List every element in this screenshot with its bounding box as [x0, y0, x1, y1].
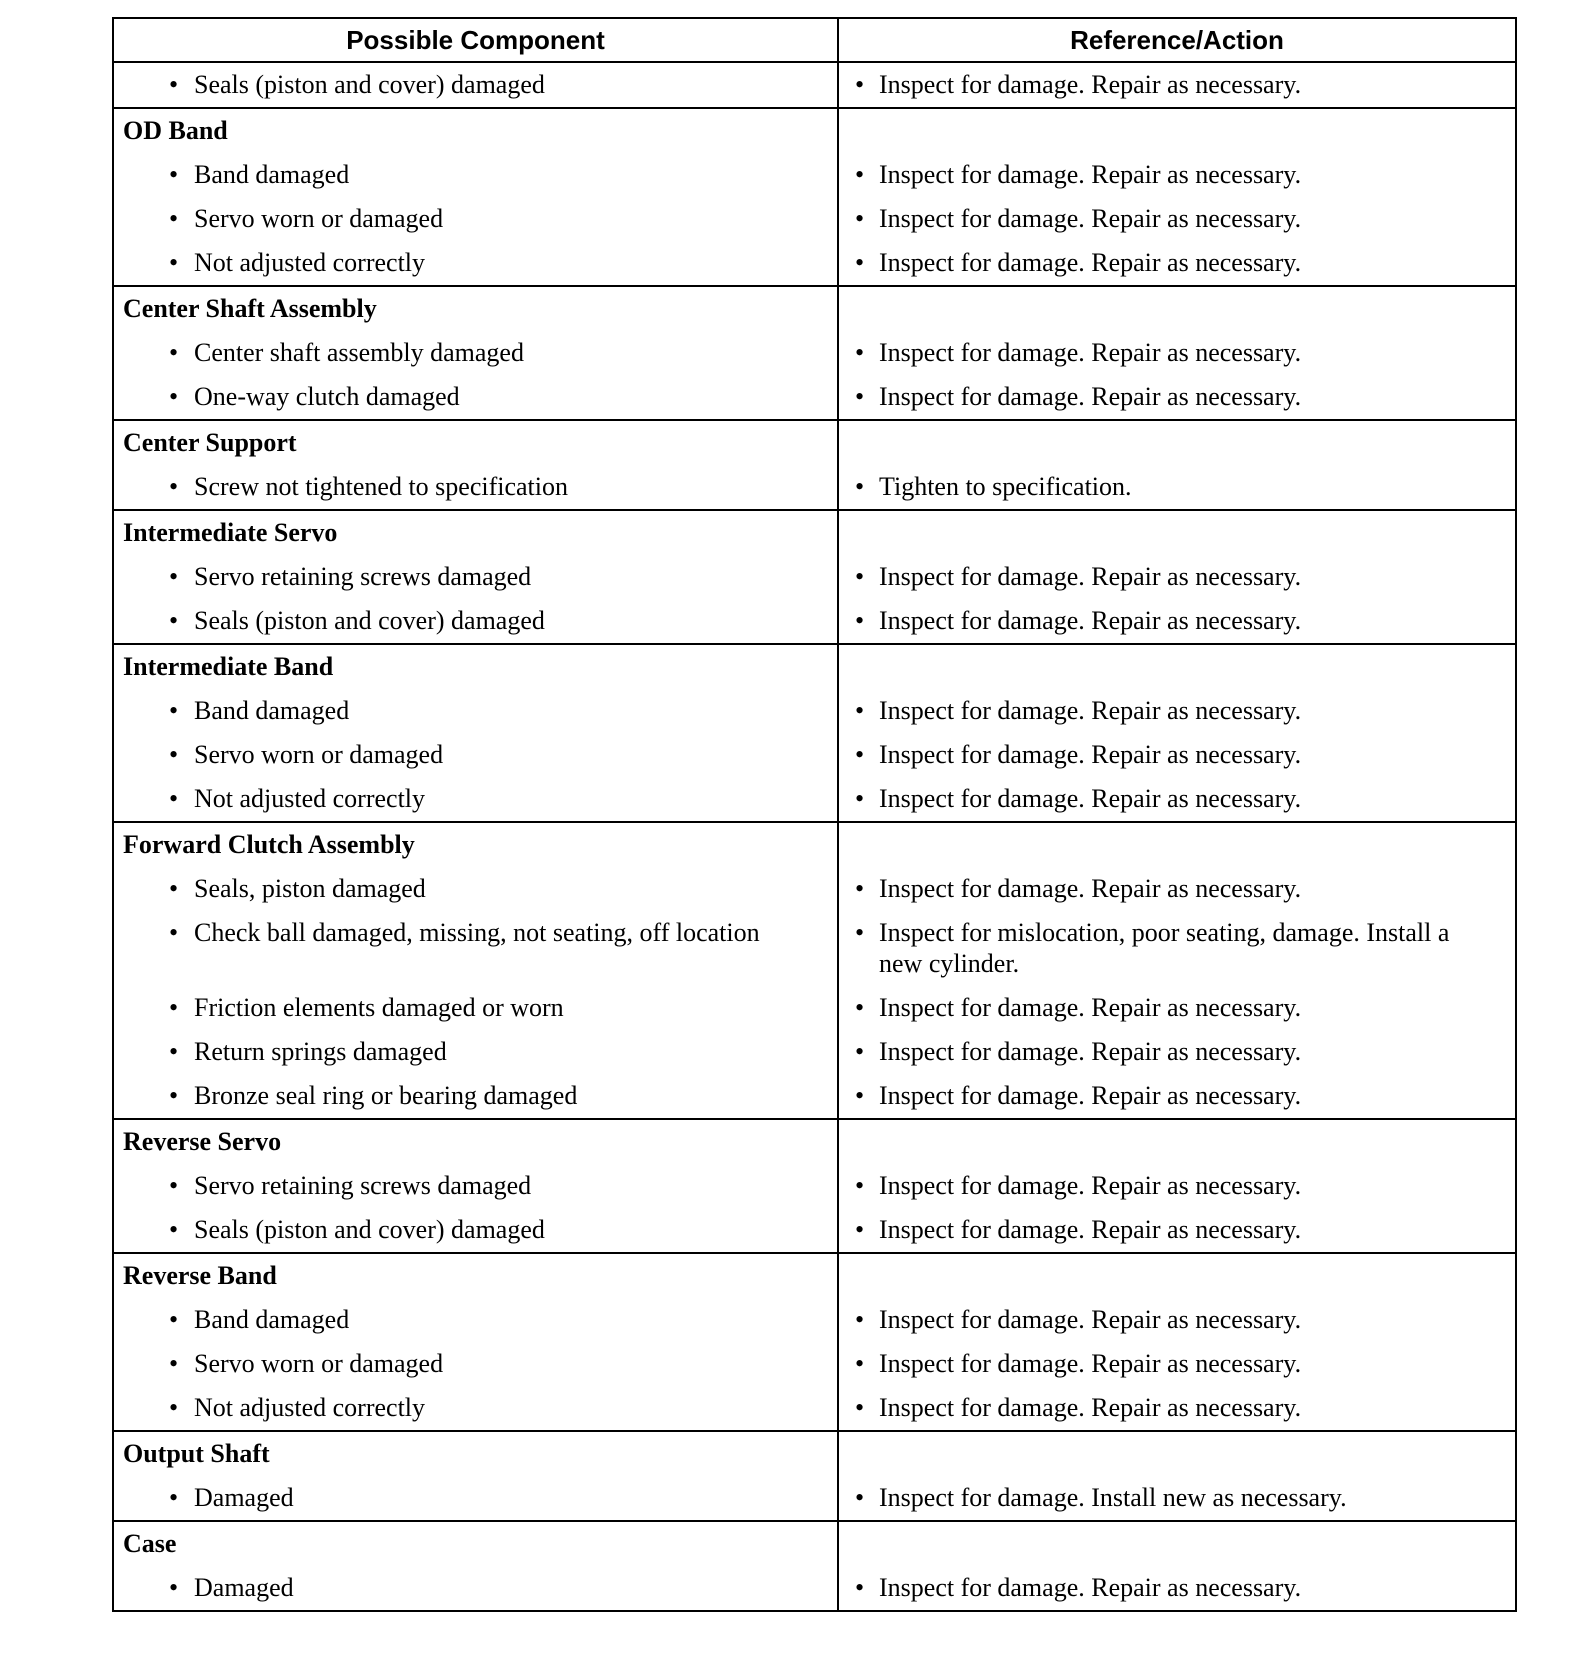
- component-cell: [113, 1164, 838, 1208]
- bullet-item: [114, 867, 837, 911]
- bullet-item: [114, 465, 837, 509]
- action-text: Inspect for damage. Repair as necessary.: [879, 740, 1302, 769]
- table-row: [113, 777, 1516, 822]
- component-text: Not adjusted correctly: [194, 248, 426, 277]
- component-cell: [113, 555, 838, 599]
- component-cell: [113, 777, 838, 822]
- table-row: [113, 1030, 1516, 1074]
- action-text: Inspect for damage. Repair as necessary.: [879, 1305, 1302, 1334]
- group-title: Case: [123, 1529, 177, 1558]
- bullet-icon: •: [169, 472, 179, 501]
- action-cell: [838, 241, 1516, 286]
- bullet-icon: •: [169, 160, 179, 189]
- table-row: [113, 986, 1516, 1030]
- action-cell: [838, 375, 1516, 420]
- table-row: [113, 867, 1516, 911]
- bullet-item: [839, 197, 1515, 241]
- bullet-icon: •: [855, 1393, 865, 1422]
- action-cell: [838, 867, 1516, 911]
- action-cell: [838, 986, 1516, 1030]
- group-title: Intermediate Servo: [123, 518, 338, 547]
- component-text: Seals, piston damaged: [194, 874, 426, 903]
- bullet-icon: •: [169, 1573, 179, 1602]
- action-text: Inspect for damage. Repair as necessary.: [879, 1393, 1302, 1422]
- action-text: Inspect for damage. Repair as necessary.: [879, 784, 1302, 813]
- group-title: Reverse Servo: [123, 1127, 282, 1156]
- component-cell: [113, 197, 838, 241]
- action-cell: [838, 197, 1516, 241]
- action-text: Inspect for damage. Repair as necessary.: [879, 1081, 1302, 1110]
- bullet-icon: •: [169, 1349, 179, 1378]
- bullet-icon: •: [855, 1215, 865, 1244]
- bullet-icon: •: [855, 993, 865, 1022]
- action-cell: [838, 911, 1516, 986]
- bullet-item: [114, 733, 837, 777]
- bullet-icon: •: [169, 696, 179, 725]
- bullet-icon: •: [855, 784, 865, 813]
- action-cell: [838, 1208, 1516, 1253]
- bullet-item: [839, 1298, 1515, 1342]
- action-cell: [838, 777, 1516, 822]
- action-cell: [838, 465, 1516, 510]
- bullet-item: [114, 1164, 837, 1208]
- bullet-item: [114, 777, 837, 821]
- bullet-item: [839, 599, 1515, 643]
- bullet-icon: •: [855, 248, 865, 277]
- bullet-icon: •: [855, 1037, 865, 1066]
- action-text: Inspect for damage. Repair as necessary.: [879, 874, 1302, 903]
- bullet-item: [839, 1566, 1515, 1610]
- action-text: Inspect for damage. Install new as necessary.: [879, 1483, 1347, 1512]
- bullet-icon: •: [169, 204, 179, 233]
- table-row: [113, 62, 1516, 108]
- bullet-icon: •: [855, 204, 865, 233]
- bullet-icon: •: [169, 1215, 179, 1244]
- group-title: Center Shaft Assembly: [123, 294, 377, 323]
- component-cell: [113, 1074, 838, 1119]
- component-cell: [113, 375, 838, 420]
- bullet-icon: •: [169, 248, 179, 277]
- action-cell: [838, 733, 1516, 777]
- bullet-item: [114, 197, 837, 241]
- group-title-cell: [113, 1119, 838, 1164]
- bullet-item: [839, 733, 1515, 777]
- component-text: Center shaft assembly damaged: [194, 338, 524, 367]
- component-cell: [113, 241, 838, 286]
- bullet-item: [114, 1208, 837, 1252]
- component-text: One-way clutch damaged: [194, 382, 460, 411]
- component-text: Friction elements damaged or worn: [194, 993, 564, 1022]
- component-cell: [113, 153, 838, 197]
- action-text: Inspect for damage. Repair as necessary.: [879, 993, 1302, 1022]
- component-cell: [113, 1386, 838, 1431]
- bullet-icon: •: [855, 1305, 865, 1334]
- component-text: Servo retaining screws damaged: [194, 562, 532, 591]
- component-text: Servo worn or damaged: [194, 1349, 444, 1378]
- component-cell: [113, 867, 838, 911]
- table-row: [113, 599, 1516, 644]
- component-text: Return springs damaged: [194, 1037, 447, 1066]
- empty-action-cell: [838, 420, 1516, 465]
- bullet-icon: •: [169, 993, 179, 1022]
- bullet-icon: •: [855, 562, 865, 591]
- component-text: Not adjusted correctly: [194, 1393, 426, 1422]
- bullet-item: [114, 911, 837, 955]
- component-text: Servo worn or damaged: [194, 740, 444, 769]
- bullet-item: [839, 465, 1515, 509]
- table-row: [113, 1386, 1516, 1431]
- component-text: Damaged: [194, 1483, 294, 1512]
- group-header-row: [113, 420, 1516, 465]
- action-cell: [838, 331, 1516, 375]
- component-text: Bronze seal ring or bearing damaged: [194, 1081, 578, 1110]
- group-title-cell: [113, 1521, 838, 1566]
- bullet-icon: •: [855, 696, 865, 725]
- action-cell: [838, 555, 1516, 599]
- bullet-icon: •: [169, 338, 179, 367]
- action-text: Inspect for damage. Repair as necessary.: [879, 204, 1302, 233]
- action-text: Inspect for damage. Repair as necessary.: [879, 248, 1302, 277]
- bullet-item: [839, 1030, 1515, 1074]
- bullet-item: [839, 911, 1515, 986]
- group-header-row: [113, 822, 1516, 867]
- component-text: Seals (piston and cover) damaged: [194, 606, 545, 635]
- action-text: Inspect for damage. Repair as necessary.: [879, 1037, 1302, 1066]
- component-cell: [113, 331, 838, 375]
- group-title: OD Band: [123, 116, 228, 145]
- group-header-row: [113, 108, 1516, 153]
- group-header-row: [113, 1119, 1516, 1164]
- empty-action-cell: [838, 1119, 1516, 1164]
- group-title: Reverse Band: [123, 1261, 277, 1290]
- bullet-item: [114, 1298, 837, 1342]
- bullet-item: [839, 1342, 1515, 1386]
- bullet-icon: •: [169, 1393, 179, 1422]
- group-title: Forward Clutch Assembly: [123, 830, 415, 859]
- bullet-icon: •: [855, 1171, 865, 1200]
- component-text: Seals (piston and cover) damaged: [194, 1215, 545, 1244]
- bullet-icon: •: [855, 740, 865, 769]
- bullet-icon: •: [855, 918, 865, 947]
- bullet-icon: •: [169, 918, 179, 947]
- header-possible-component: Possible Component: [113, 18, 838, 62]
- empty-action-cell: [838, 1253, 1516, 1298]
- header-reference-action: Reference/Action: [838, 18, 1516, 62]
- action-text: Inspect for damage. Repair as necessary.: [879, 1171, 1302, 1200]
- action-cell: [838, 1030, 1516, 1074]
- bullet-icon: •: [855, 606, 865, 635]
- action-text: Inspect for damage. Repair as necessary.: [879, 1573, 1302, 1602]
- bullet-icon: •: [855, 382, 865, 411]
- component-cell: [113, 1208, 838, 1253]
- group-header-row: [113, 286, 1516, 331]
- component-text: Check ball damaged, missing, not seating, off location: [194, 918, 760, 947]
- bullet-icon: •: [169, 784, 179, 813]
- table-row: [113, 733, 1516, 777]
- table-row: [113, 375, 1516, 420]
- group-header-row: [113, 510, 1516, 555]
- table-row: [113, 1342, 1516, 1386]
- table-row: [113, 153, 1516, 197]
- action-cell: [838, 153, 1516, 197]
- table-row: [113, 911, 1516, 986]
- group-title-cell: [113, 420, 838, 465]
- bullet-item: [839, 241, 1515, 285]
- group-title-cell: [113, 286, 838, 331]
- table-row: [113, 689, 1516, 733]
- component-cell: [113, 1298, 838, 1342]
- action-text: Inspect for damage. Repair as necessary.: [879, 338, 1302, 367]
- component-cell: [113, 911, 838, 986]
- table-row: [113, 1566, 1516, 1611]
- table-row: [113, 241, 1516, 286]
- table-row: [113, 1208, 1516, 1253]
- component-text: Band damaged: [194, 696, 350, 725]
- empty-action-cell: [838, 644, 1516, 689]
- component-cell: [113, 62, 838, 108]
- action-text: Inspect for damage. Repair as necessary.: [879, 382, 1302, 411]
- component-text: Not adjusted correctly: [194, 784, 426, 813]
- component-cell: [113, 689, 838, 733]
- group-title-cell: [113, 1431, 838, 1476]
- bullet-icon: •: [855, 160, 865, 189]
- bullet-icon: •: [855, 1081, 865, 1110]
- empty-action-cell: [838, 822, 1516, 867]
- bullet-item: [839, 986, 1515, 1030]
- component-text: Servo retaining screws damaged: [194, 1171, 532, 1200]
- bullet-item: [839, 331, 1515, 375]
- empty-action-cell: [838, 1521, 1516, 1566]
- group-title-cell: [113, 1253, 838, 1298]
- component-cell: [113, 1030, 838, 1074]
- action-text: Inspect for damage. Repair as necessary.: [879, 70, 1302, 99]
- action-cell: [838, 689, 1516, 733]
- bullet-icon: •: [855, 1573, 865, 1602]
- bullet-item: [114, 241, 837, 285]
- action-text: Inspect for damage. Repair as necessary.: [879, 562, 1302, 591]
- action-cell: [838, 62, 1516, 108]
- component-text: Seals (piston and cover) damaged: [194, 70, 545, 99]
- bullet-item: [114, 1386, 837, 1430]
- bullet-icon: •: [855, 338, 865, 367]
- component-cell: [113, 1476, 838, 1521]
- bullet-item: [114, 1030, 837, 1074]
- bullet-icon: •: [169, 562, 179, 591]
- group-header-row: [113, 1253, 1516, 1298]
- bullet-item: [114, 986, 837, 1030]
- group-header-row: [113, 1431, 1516, 1476]
- bullet-item: [114, 689, 837, 733]
- bullet-item: [114, 1566, 837, 1610]
- bullet-item: [114, 153, 837, 197]
- bullet-item: [839, 153, 1515, 197]
- table-header-row: [113, 18, 1516, 62]
- bullet-item: [114, 63, 837, 107]
- action-text: Inspect for mislocation, poor seating, damage. Install a new cylinder.: [879, 918, 1450, 978]
- action-cell: [838, 1074, 1516, 1119]
- bullet-icon: •: [855, 1483, 865, 1512]
- group-title-cell: [113, 108, 838, 153]
- action-cell: [838, 599, 1516, 644]
- action-text: Inspect for damage. Repair as necessary.: [879, 1215, 1302, 1244]
- bullet-item: [839, 867, 1515, 911]
- action-text: Inspect for damage. Repair as necessary.: [879, 1349, 1302, 1378]
- group-title: Output Shaft: [123, 1439, 270, 1468]
- table-row: [113, 1164, 1516, 1208]
- action-cell: [838, 1342, 1516, 1386]
- component-text: Damaged: [194, 1573, 294, 1602]
- diagnostic-table: [112, 17, 1517, 1612]
- bullet-icon: •: [169, 1037, 179, 1066]
- component-cell: [113, 599, 838, 644]
- table-row: [113, 331, 1516, 375]
- bullet-item: [839, 1164, 1515, 1208]
- bullet-icon: •: [855, 70, 865, 99]
- bullet-icon: •: [169, 606, 179, 635]
- group-title: Center Support: [123, 428, 297, 457]
- table-body: [113, 62, 1516, 1611]
- bullet-icon: •: [855, 874, 865, 903]
- action-cell: [838, 1386, 1516, 1431]
- table-row: [113, 1074, 1516, 1119]
- empty-action-cell: [838, 108, 1516, 153]
- bullet-item: [839, 1476, 1515, 1520]
- group-header-row: [113, 1521, 1516, 1566]
- bullet-item: [839, 1386, 1515, 1430]
- bullet-icon: •: [169, 382, 179, 411]
- bullet-icon: •: [855, 472, 865, 501]
- group-title-cell: [113, 510, 838, 555]
- empty-action-cell: [838, 286, 1516, 331]
- bullet-icon: •: [169, 740, 179, 769]
- table-row: [113, 1476, 1516, 1521]
- bullet-item: [114, 375, 837, 419]
- table-row: [113, 555, 1516, 599]
- component-text: Band damaged: [194, 1305, 350, 1334]
- bullet-item: [114, 1342, 837, 1386]
- action-text: Tighten to specification.: [879, 472, 1132, 501]
- action-cell: [838, 1164, 1516, 1208]
- bullet-item: [839, 555, 1515, 599]
- action-cell: [838, 1566, 1516, 1611]
- empty-action-cell: [838, 1431, 1516, 1476]
- component-cell: [113, 733, 838, 777]
- group-title-cell: [113, 822, 838, 867]
- bullet-item: [839, 1074, 1515, 1118]
- bullet-item: [114, 555, 837, 599]
- action-cell: [838, 1476, 1516, 1521]
- bullet-icon: •: [169, 1305, 179, 1334]
- action-cell: [838, 1298, 1516, 1342]
- component-cell: [113, 1566, 838, 1611]
- action-text: Inspect for damage. Repair as necessary.: [879, 696, 1302, 725]
- bullet-item: [839, 777, 1515, 821]
- group-title: Intermediate Band: [123, 652, 334, 681]
- component-text: Servo worn or damaged: [194, 204, 444, 233]
- component-text: Band damaged: [194, 160, 350, 189]
- group-header-row: [113, 644, 1516, 689]
- bullet-item: [839, 689, 1515, 733]
- bullet-icon: •: [169, 1483, 179, 1512]
- table-row: [113, 1298, 1516, 1342]
- action-text: Inspect for damage. Repair as necessary.: [879, 606, 1302, 635]
- bullet-icon: •: [169, 1171, 179, 1200]
- component-text: Screw not tightened to specification: [194, 472, 569, 501]
- bullet-item: [114, 1074, 837, 1118]
- bullet-icon: •: [169, 874, 179, 903]
- action-text: Inspect for damage. Repair as necessary.: [879, 160, 1302, 189]
- component-cell: [113, 1342, 838, 1386]
- group-title-cell: [113, 644, 838, 689]
- bullet-item: [839, 1208, 1515, 1252]
- table-row: [113, 197, 1516, 241]
- bullet-icon: •: [855, 1349, 865, 1378]
- component-cell: [113, 465, 838, 510]
- bullet-icon: •: [169, 1081, 179, 1110]
- bullet-item: [114, 331, 837, 375]
- bullet-icon: •: [169, 70, 179, 99]
- bullet-item: [839, 63, 1515, 107]
- component-cell: [113, 986, 838, 1030]
- empty-action-cell: [838, 510, 1516, 555]
- bullet-item: [114, 599, 837, 643]
- table-row: [113, 465, 1516, 510]
- bullet-item: [114, 1476, 837, 1520]
- bullet-item: [839, 375, 1515, 419]
